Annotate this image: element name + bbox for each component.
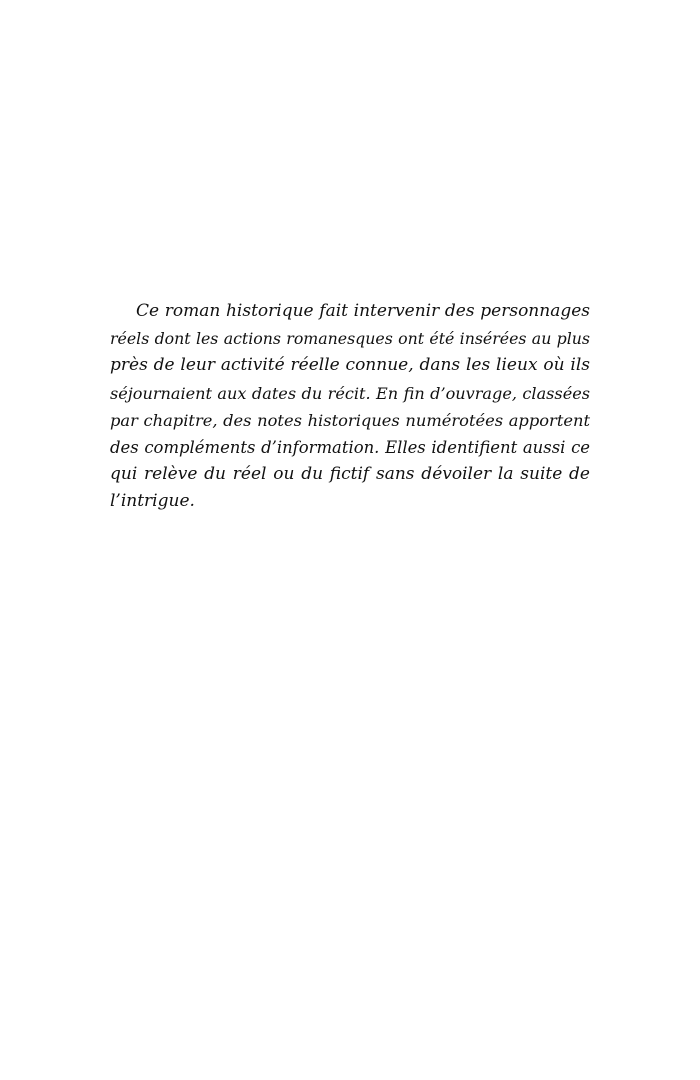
paragraph-line: séjournaient aux dates du récit. En fin d’ouvrage, classées xyxy=(110,383,590,403)
paragraph-line: des compléments d’information. Elles identifient aussi ce xyxy=(110,437,590,457)
paragraph-line: réels dont les actions romanesques ont été insérées au plus xyxy=(110,329,590,349)
historical-notice-paragraph xyxy=(110,298,590,516)
paragraph-line: Ce roman historique fait intervenir des personnages xyxy=(136,301,590,321)
paragraph-line: près de leur activité réelle connue, dans les lieux où ils xyxy=(110,355,590,376)
paragraph-line: par chapitre, des notes historiques numérotées apportent xyxy=(110,410,590,430)
paragraph-line: qui relève du réel ou du fictif sans dévoiler la suite de xyxy=(110,464,590,485)
paragraph-line: l’intrigue. xyxy=(110,491,195,512)
